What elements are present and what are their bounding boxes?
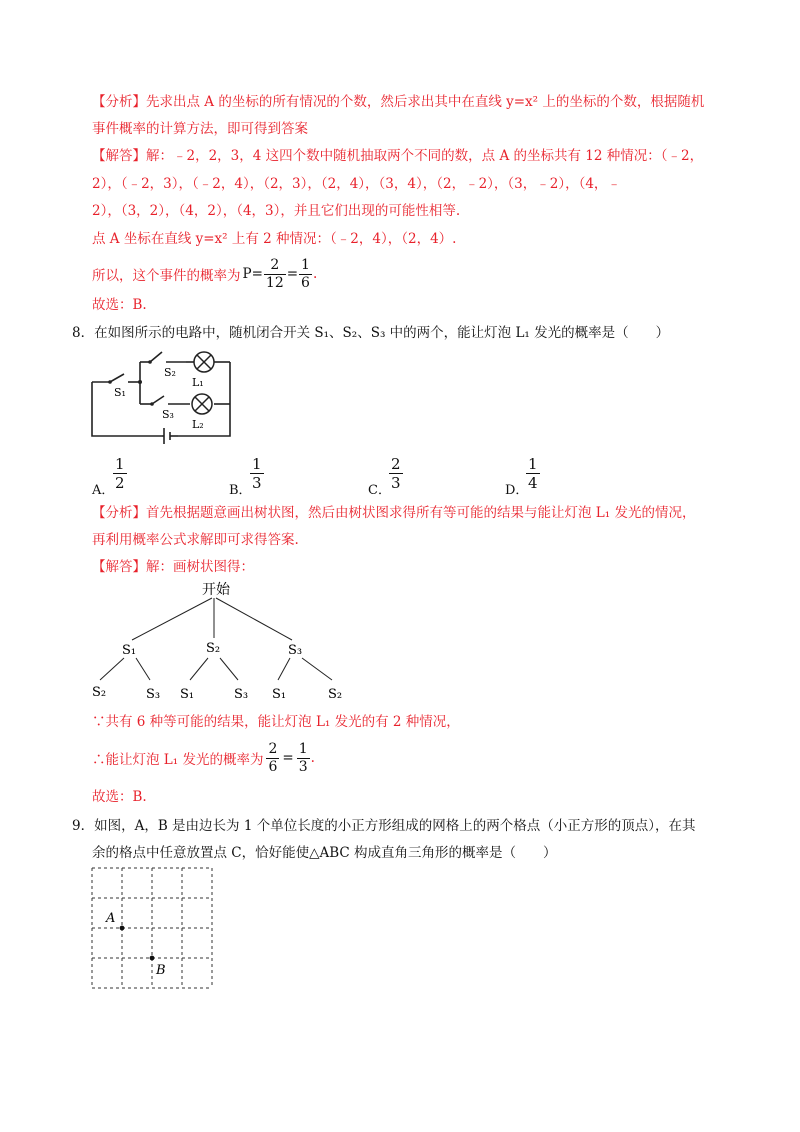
analysis-text: 先求出点 A 的坐标的所有情况的个数，然后求出其中在直线 y=x² 上的坐标的个数，根据随机 xyxy=(146,94,705,110)
denominator: 2 xyxy=(115,474,125,492)
fraction xyxy=(266,741,279,776)
fraction xyxy=(250,455,264,492)
switch-s2-label: S₂ xyxy=(164,366,176,379)
point-a-label: A xyxy=(106,911,116,926)
therefore-prefix: ∴能让灯泡 L₁ 发光的概率为 xyxy=(92,752,264,768)
lamp-l1-icon xyxy=(194,352,214,372)
analysis-tag: 【分析】 xyxy=(92,94,146,110)
option-label: A． xyxy=(92,483,115,498)
denominator: 6 xyxy=(301,274,310,291)
period: . xyxy=(312,266,318,282)
tree-node: S₃ xyxy=(288,643,303,658)
denominator: 4 xyxy=(528,474,538,492)
option-label: C． xyxy=(368,483,391,498)
numerator: 1 xyxy=(301,256,310,273)
q8-option-c[interactable] xyxy=(368,455,428,505)
denominator: 12 xyxy=(265,274,284,291)
tree-leaf: S₂ xyxy=(328,687,343,702)
q8-analysis xyxy=(92,502,695,524)
tree-root: 开始 xyxy=(202,582,230,598)
lamp-l2-icon xyxy=(192,394,212,414)
numerator: 1 xyxy=(252,455,262,473)
fraction xyxy=(113,455,127,492)
q7-probability-line xyxy=(92,256,317,292)
point-a xyxy=(120,926,125,931)
q8-option-a[interactable] xyxy=(92,455,152,505)
option-label: D． xyxy=(505,483,529,498)
tree-diagram xyxy=(86,576,356,706)
lamp-l2-label: L₂ xyxy=(192,418,204,431)
q7-solution-line1 xyxy=(92,145,703,167)
denominator: 3 xyxy=(391,474,401,492)
analysis-tag: 【分析】 xyxy=(92,505,146,521)
tree-leaf: S₃ xyxy=(234,687,249,702)
point-b xyxy=(150,956,155,961)
q8-option-b[interactable] xyxy=(229,455,289,505)
numerator: 2 xyxy=(268,740,278,757)
numerator: 1 xyxy=(298,740,308,757)
solution-tag: 【解答】 xyxy=(92,559,146,575)
probability-expr xyxy=(243,257,313,292)
grid-diagram xyxy=(88,864,220,996)
q7-analysis xyxy=(92,91,704,113)
tree-leaf: S₁ xyxy=(180,687,195,702)
q8-answer: 故选：B. xyxy=(92,789,147,805)
fraction xyxy=(389,455,403,492)
fraction xyxy=(264,257,286,292)
denominator: 3 xyxy=(298,758,308,775)
probability-p: P= xyxy=(242,266,263,282)
point-b-label: B xyxy=(156,963,166,978)
solution-text: 解：﹣2，2，3，4 这四个数中随机抽取两个不同的数，点 A 的坐标共有 12 种情况：（﹣2， xyxy=(146,148,704,164)
q7-answer: 故选：B. xyxy=(92,297,147,313)
switch-s1-label: S₁ xyxy=(114,386,126,399)
tree-node: S₂ xyxy=(206,641,221,656)
q7-analysis-cont: 事件概率的计算方法，即可得到答案 xyxy=(92,121,308,137)
q8-therefore-line xyxy=(92,740,315,776)
numerator: 1 xyxy=(115,455,125,473)
q9-stem-line2: 余的格点中任意放置点 C，恰好能使△ABC 构成直角三角形的概率是（ ） xyxy=(92,845,557,861)
q8-stem: 8．在如图所示的电路中，随机闭合开关 S₁、S₂、S₃ 中的两个，能让灯泡 L₁ 发光的概率是（ ） xyxy=(72,325,670,341)
fraction xyxy=(297,741,310,776)
numerator: 2 xyxy=(270,256,280,273)
q8-solution xyxy=(92,556,254,578)
tree-node: S₁ xyxy=(122,643,137,658)
circuit-diagram xyxy=(88,346,238,444)
tree-leaf: S₁ xyxy=(272,687,287,702)
q7-solution-line2: 2），（﹣2，3），（﹣2，4），（2，3），（2，4），（3，4），（2，﹣2），（3，﹣2），（4，﹣ xyxy=(92,176,621,192)
q9-stem-line1: 9．如图，A，B 是由边长为 1 个单位长度的小正方形组成的网格上的两个格点（小正方形的顶点），在其 xyxy=(72,818,696,834)
analysis-text: 首先根据题意画出树状图，然后由树状图求得所有等可能的结果与能让灯泡 L₁ 发光的情况， xyxy=(146,505,696,521)
fraction xyxy=(299,257,312,292)
q8-option-d[interactable] xyxy=(505,455,565,505)
tree-leaf: S₃ xyxy=(146,687,161,702)
numerator: 2 xyxy=(391,455,401,473)
equals-sign: = xyxy=(286,266,299,282)
option-label: B． xyxy=(229,483,252,498)
probability-expr xyxy=(265,741,310,776)
lamp-l1-label: L₁ xyxy=(192,376,204,389)
tree-leaf: S₂ xyxy=(92,685,107,700)
switch-s3-label: S₃ xyxy=(162,408,174,421)
denominator: 6 xyxy=(268,758,278,775)
period: . xyxy=(310,750,315,766)
q7-solution-line3: 2），（3，2），（4，2），（4，3），并且它们出现的可能性相等. xyxy=(92,203,461,219)
q8-analysis-cont: 再利用概率公式求解即可求得答案. xyxy=(92,532,299,548)
q7-solution-line4: 点 A 坐标在直线 y=x² 上有 2 种情况：（﹣2，4），（2，4）. xyxy=(92,231,457,247)
q8-because: ∵共有 6 种等可能的结果，能让灯泡 L₁ 发光的有 2 种情况， xyxy=(92,714,460,730)
denominator: 3 xyxy=(252,474,262,492)
probability-prefix: 所以，这个事件的概率为 xyxy=(92,268,241,284)
solution-text: 解：画树状图得： xyxy=(146,559,254,575)
equals-sign: = xyxy=(282,750,294,766)
solution-tag: 【解答】 xyxy=(92,148,146,164)
numerator: 1 xyxy=(528,455,538,473)
